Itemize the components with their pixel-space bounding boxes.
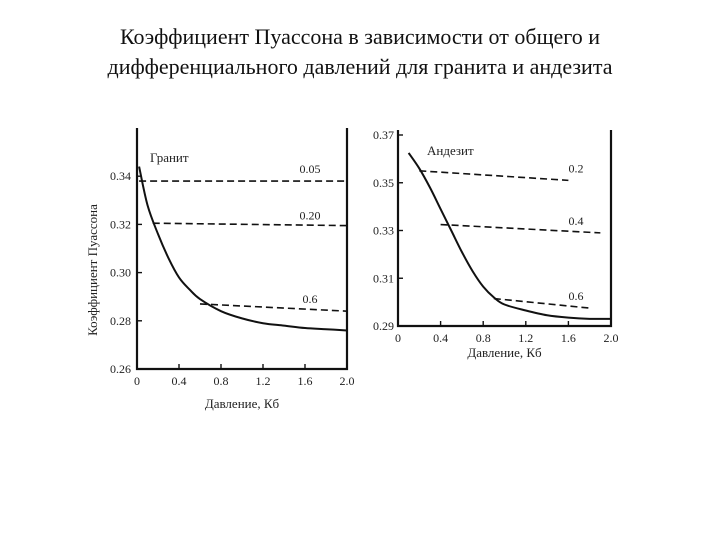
x-axis-label: Давление, Кб xyxy=(467,345,542,360)
y-axis-label: Коэффициент Пуассона xyxy=(85,204,100,336)
slide-title-line2: дифференциального давлений для гранита и андезита xyxy=(107,54,613,79)
x-tick-label: 2.0 xyxy=(339,374,355,388)
x-tick-label: 0.8 xyxy=(475,331,491,345)
y-tick-label: 0.30 xyxy=(110,265,131,280)
x-axis-label: Давление, Кб xyxy=(204,396,280,411)
panel-label: Андезит xyxy=(427,143,474,158)
y-tick-label: 0.29 xyxy=(373,319,394,333)
x-tick-label: 0 xyxy=(395,331,401,345)
x-tick-label: 1.6 xyxy=(297,374,313,388)
x-tick-label: 0.8 xyxy=(213,374,229,388)
x-tick-label: 1.6 xyxy=(560,331,576,345)
y-tick-label: 0.33 xyxy=(373,223,394,238)
y-tick-label: 0.34 xyxy=(110,169,131,184)
x-tick-label: 1.2 xyxy=(518,331,534,345)
y-tick-label: 0.37 xyxy=(373,128,394,142)
series-line-dashed xyxy=(419,171,568,181)
series-label: 0.2 xyxy=(568,161,584,176)
x-tick-label: 0.4 xyxy=(171,374,187,388)
slide-title-line1: Коэффициент Пуассона в зависимости от общего и xyxy=(119,24,601,49)
y-tick-label: 0.28 xyxy=(110,313,131,328)
chart-andesite xyxy=(373,128,619,360)
y-tick-label: 0.35 xyxy=(373,175,394,190)
x-tick-label: 0.4 xyxy=(433,331,449,345)
series-line-dashed xyxy=(200,304,347,311)
panel-label: Гранит xyxy=(150,150,189,165)
y-tick-label: 0.32 xyxy=(110,217,131,232)
y-tick-label: 0.26 xyxy=(110,362,131,376)
series-line-dashed xyxy=(153,223,347,225)
chart-granite xyxy=(85,128,355,411)
series-label: 0.6 xyxy=(302,292,318,307)
series-label: 0.05 xyxy=(299,162,321,177)
series-label: 0.4 xyxy=(568,213,584,228)
series-label: 0.6 xyxy=(568,289,584,304)
y-tick-label: 0.31 xyxy=(373,271,394,286)
series-label: 0.20 xyxy=(299,208,321,223)
x-tick-label: 2.0 xyxy=(603,331,619,345)
x-tick-label: 1.2 xyxy=(255,374,271,388)
x-tick-label: 0 xyxy=(134,374,140,388)
